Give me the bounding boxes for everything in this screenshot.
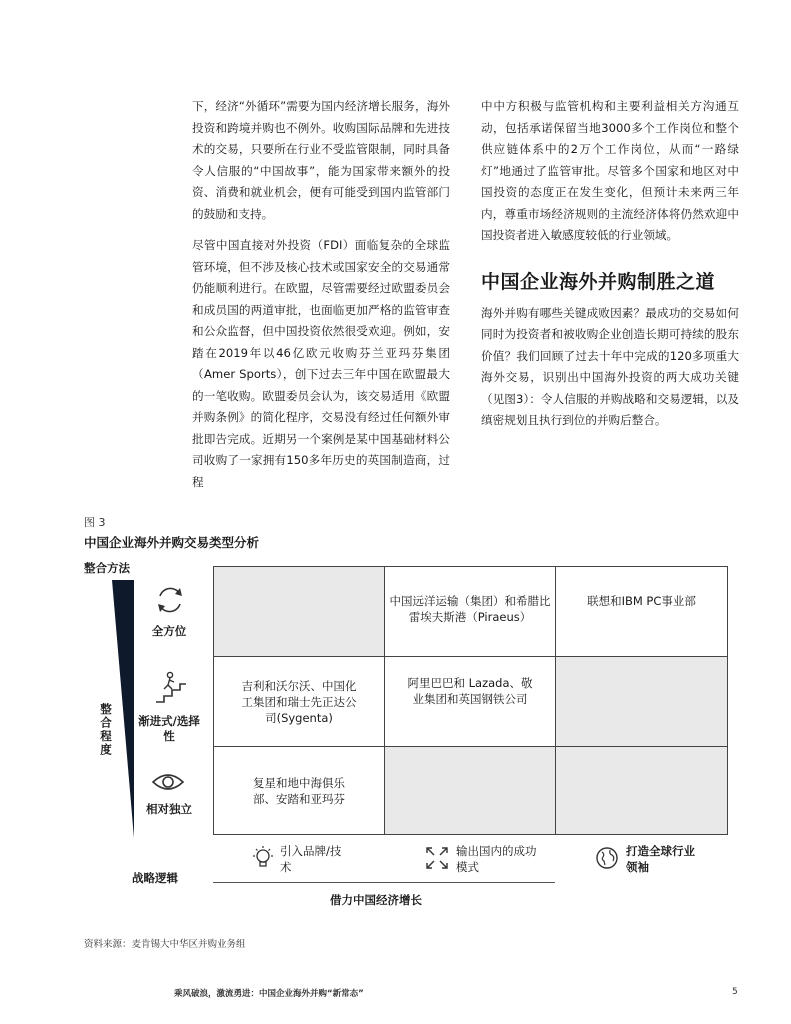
lightbulb-icon (250, 845, 276, 871)
climbing-stairs-icon (152, 670, 188, 706)
expand-arrows-icon (424, 845, 450, 871)
matrix-cell-r2c2: 阿里巴巴和 Lazada、敬业集团和英国钢铁公司 (385, 657, 556, 747)
matrix-cell-r3c1: 复星和地中海俱乐部、安踏和亚玛芬 (214, 747, 385, 835)
y-axis-label: 整合程度 (99, 703, 113, 757)
body-column-left (192, 96, 450, 503)
column-label-export-model: 输出国内的成功模式 (456, 844, 537, 874)
paragraph: 尽管中国直接对外投资（FDI）面临复杂的全球监管环境，但不涉及核心技术或国家安全的交易通常仍能顺利进行。在欧盟，尽管需要经过欧盟委员会和成员国的两道审批，也面临更加严格的监管审查和公众监督，但中国投资依然很受欢迎。例如，安踏在2019年以46亿欧元收购芬兰亚玛芬集团（Amer Sports），创下过去三年中国在欧盟最大的一笔收购。欧盟委员会认为，该交易适用《欧盟并购条例》的简化程序，交易没有经过任何额外审批即告完成。近期另一个案例是某中国基础材料公司收购了一家拥有150多年历史的英国制造商，过程 (192, 238, 450, 489)
paragraph: 中中方积极与监管机构和主要利益相关方沟通互动，包括承诺保留当地3000多个工作岗位和整个供应链体系中的2万个工作岗位，从而“一路绿灯”地通过了监管审批。尽管多个国家和地区对中国投资的态度正在发生变化，但预计未来两三年内，尊重市场经济规则的主流经济体将仍然欢迎中国投资者进入敏感度较低的行业领域。 (481, 99, 739, 242)
matrix-cell-r1c2: 中国远洋运输（集团）和希腊比雷埃夫斯港（Piraeus） (385, 567, 556, 657)
y-axis-top-label: 整合方法 (84, 561, 130, 575)
row-label-incremental: 渐进式/选择性 (138, 714, 200, 743)
column-label-brand-tech: 引入品牌/技术 (280, 844, 342, 874)
source-note: 资料来源：麦肯锡大中华区并购业务组 (84, 939, 246, 950)
paragraph: 海外并购有哪些关键成败因素？最成功的交易如何同时为投资者和被收购企业创造长期可持续的股东价值？我们回顾了过去十年中完成的120多项重大海外交易，识别出中国海外投资的两大成功关键（见图3）：令人信服的并购战略和交易逻辑，以及缜密规划且执行到位的并购后整合。 (481, 305, 739, 427)
body-column-right (481, 96, 739, 442)
matrix-cell-r1c3: 联想和IBM PC事业部 (556, 567, 728, 657)
x-axis-title: 借力中国经济增长 (330, 893, 422, 907)
matrix-cell-r3c2 (385, 747, 556, 835)
refresh-cycle-icon (152, 582, 188, 618)
footer-title: 乘风破浪，激流勇进：中国企业海外并购“新常态” (174, 989, 364, 999)
eye-icon (150, 764, 186, 800)
row-label-comprehensive: 全方位 (151, 624, 187, 638)
figure-title: 中国企业海外并购交易类型分析 (84, 535, 260, 550)
column-label-global-leader: 打造全球行业领袖 (626, 844, 695, 874)
deal-type-matrix (213, 566, 728, 835)
matrix-cell-r2c3 (556, 657, 728, 747)
x-axis-line (213, 882, 555, 883)
section-heading: 中国企业海外并购制胜之道 (481, 270, 716, 293)
x-axis-strategy-label: 战略逻辑 (132, 871, 178, 885)
matrix-cell-r2c1: 吉利和沃尔沃、中国化工集团和瑞士先正达公司(Sygenta) (214, 657, 385, 747)
globe-icon (594, 845, 620, 871)
integration-wedge (112, 580, 134, 838)
matrix-cell-r3c3 (556, 747, 728, 835)
matrix-cell-r1c1 (214, 567, 385, 657)
page-number: 5 (732, 987, 738, 997)
row-label-independent: 相对独立 (146, 802, 192, 816)
figure-label: 图 3 (84, 516, 106, 529)
paragraph: 下，经济“外循环”需要为国内经济增长服务，海外投资和跨境并购也不例外。收购国际品牌和先进技术的交易，只要所在行业不受监管限制，同时具备令人信服的“中国故事”，能为国家带来额外的投资、消费和就业机会，便有可能受到国内监管部门的鼓励和支持。 (192, 99, 450, 221)
